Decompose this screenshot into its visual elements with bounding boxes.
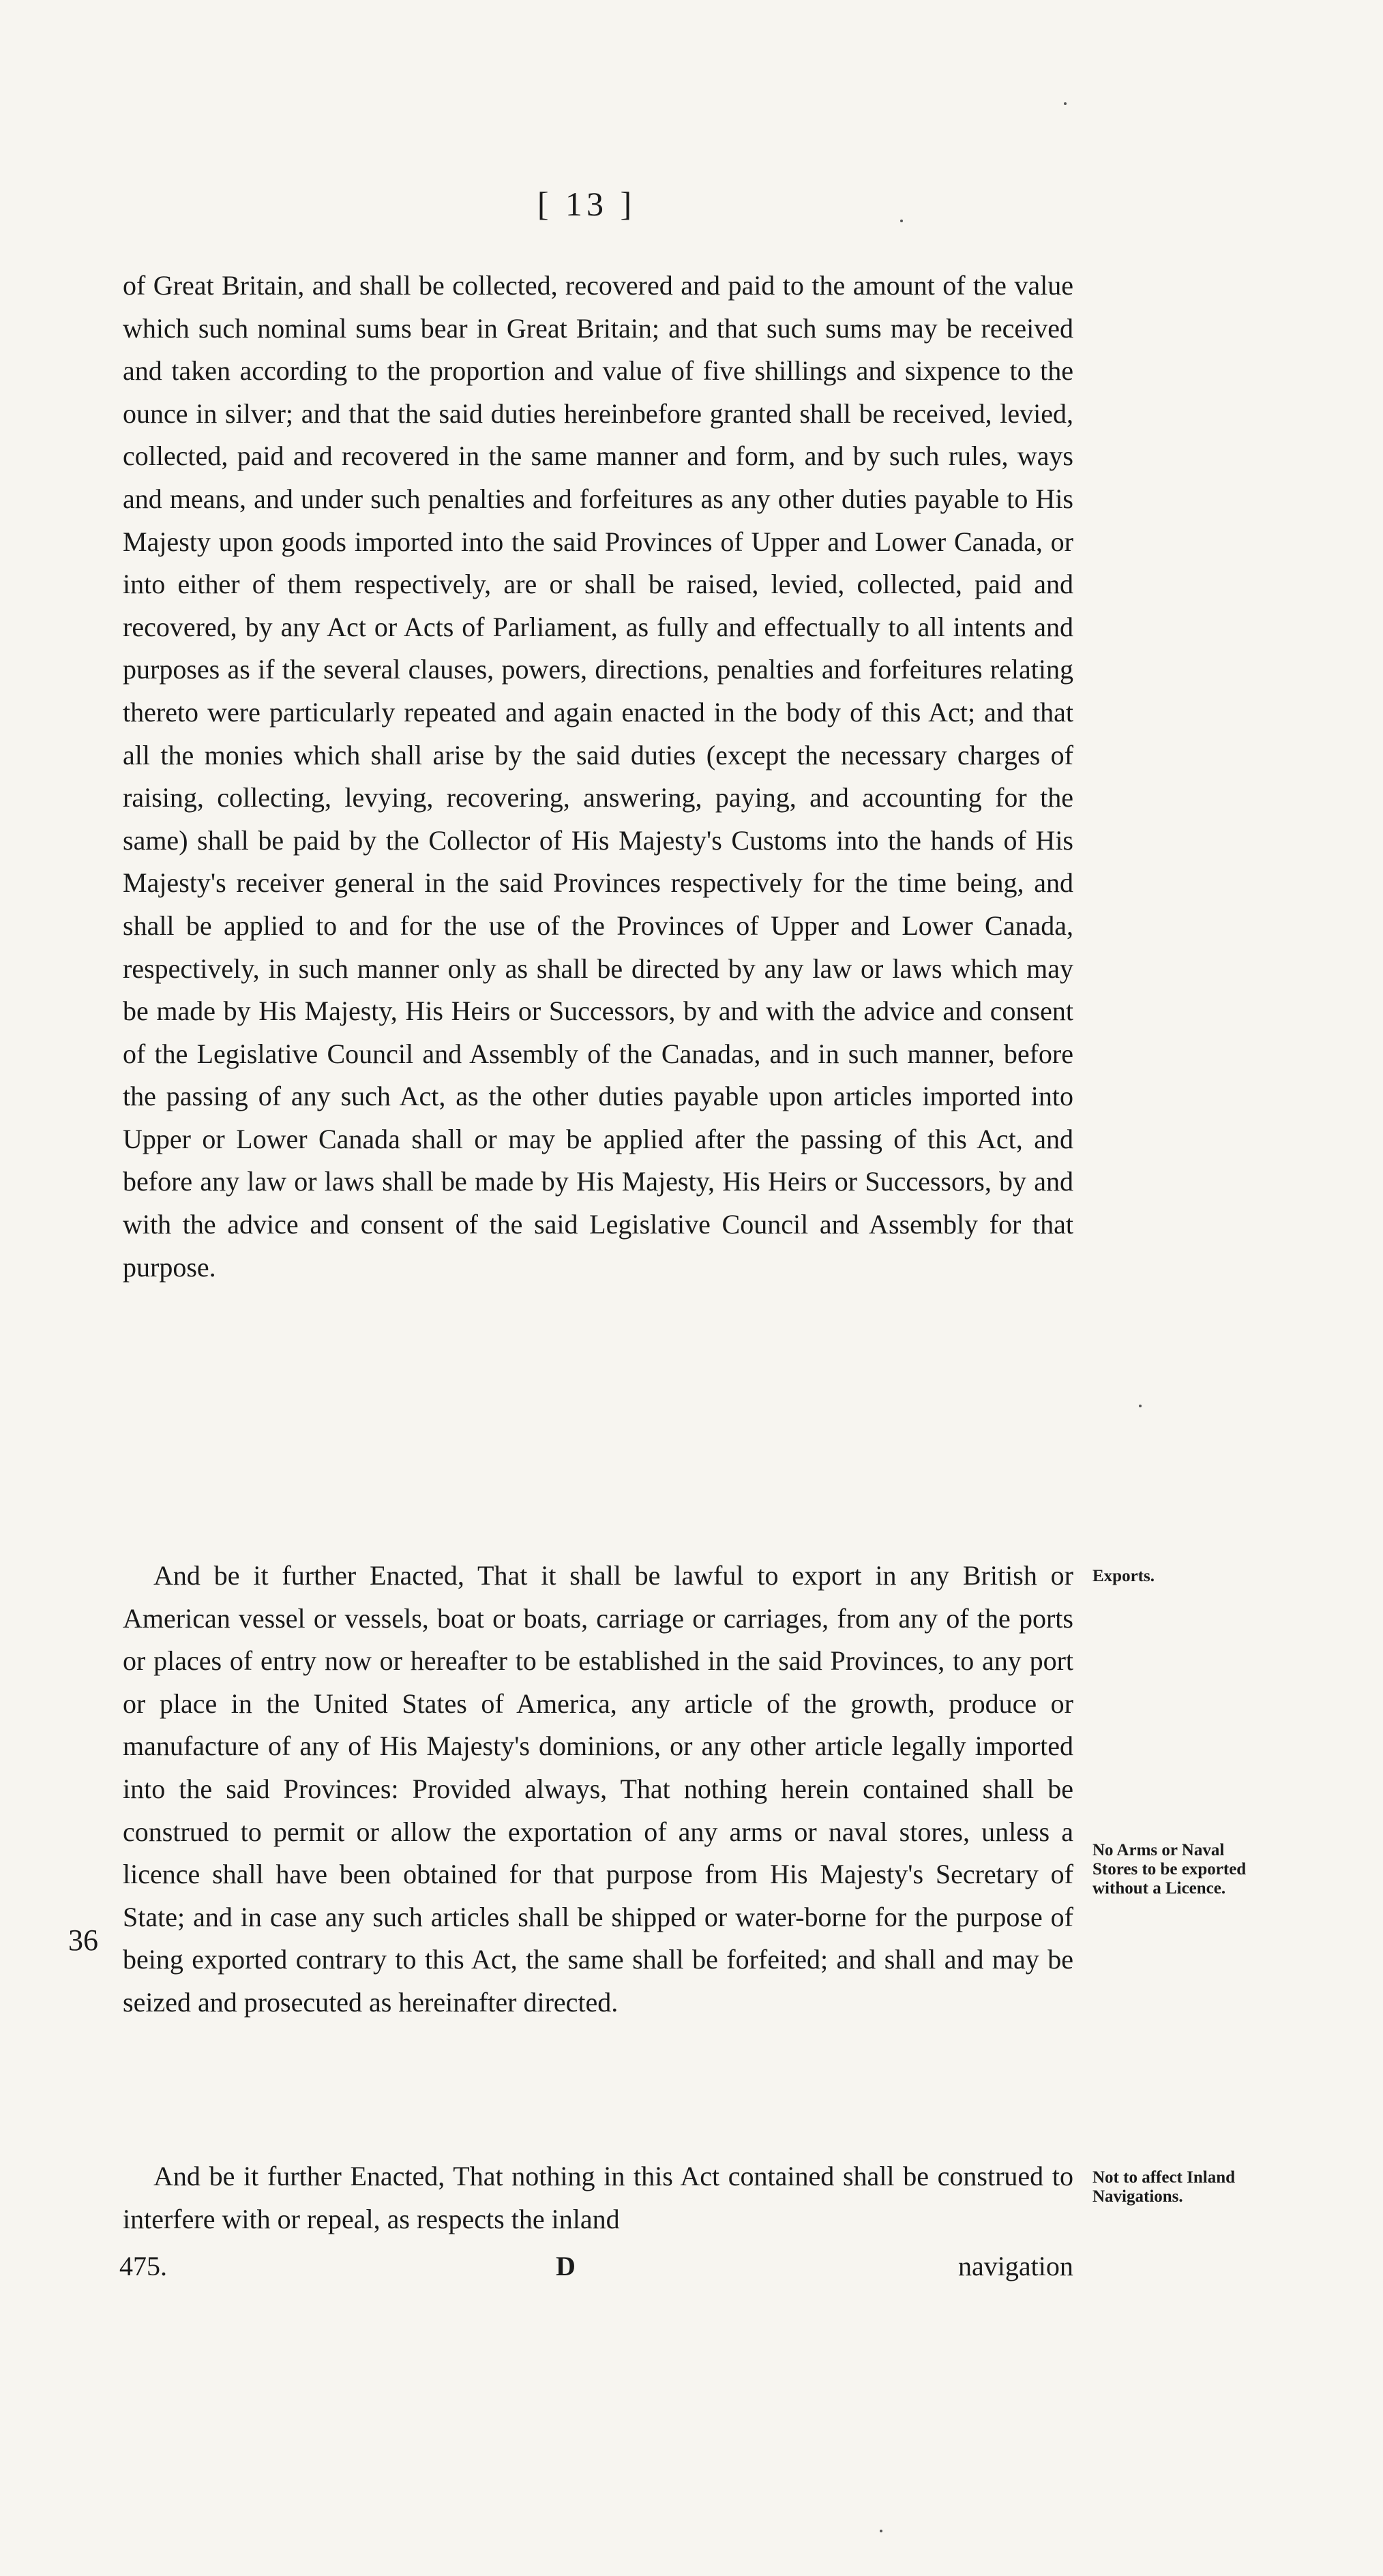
paragraph-text: And be it further Enacted, That it shall be lawful to export in any British or American vessel or vessels, boat or boats, carriage or carriages, from any of the ports or places of entry now or hereafter to be established in the said Provinces, to any port or place in the United States of America, any article of the growth, produce or manufacture of any of His Majesty's dominions, or any other article legally imported into the said Provinces: Provided always, That nothing herein contained shall be construed to permit or allow the exportation of any arms or naval stores, unless a licence shall have been obtained for that purpose from His Majesty's Secretary of State; and in case any such articles shall be shipped or water-borne for the purpose of being exported contrary to this Act, the same shall be forfeited; and shall and may be seized and prosecuted as hereinafter directed. xyxy=(123,1560,1073,2018)
paper-speck xyxy=(900,220,903,222)
paper-speck xyxy=(1139,1405,1142,1407)
paragraph-duties-collection xyxy=(123,265,1073,1289)
paragraph-text: of Great Britain, and shall be collected, recovered and paid to the amount of the value which such nominal sums bear in Great Britain; and that such sums may be received and taken according to the proportion and value of five shillings and sixpence to the ounce in silver; and that the said duties hereinbefore granted shall be received, levied, collected, paid and recovered in the same manner and form, and by such rules, ways and means, and under such penalties and forfeitures as any other duties payable to His Majesty upon goods imported into the said Provinces of Upper and Lower Canada, or into either of them respectively, are or shall be raised, levied, collected, paid and recovered, by any Act or Acts of Parliament, as fully and effectually to all intents and purposes as if the several clauses, powers, directions, penalties and forfeitures relating thereto were particularly repeated and again enacted in the body of this Act; and that all the monies which shall arise by the said duties (except the necessary charges of raising, collecting, levying, recovering, answering, paying, and accounting for the same) shall be paid by the Collector of His Majesty's Customs into the hands of His Majesty's receiver general in the said Provinces respectively for the time being, and shall be applied to and for the use of the Provinces of Upper and Lower Canada, respectively, in such manner only as shall be directed by any law or laws which may be made by His Majesty, His Heirs or Successors, by and with the advice and consent of the Legislative Council and Assembly of the Canadas, and in such manner, before the passing of any such Act, as the other duties payable upon articles imported into Upper or Lower Canada shall or may be applied after the passing of this Act, and before any law or laws shall be made by His Majesty, His Heirs or Successors, by and with the advice and consent of the said Legislative Council and Assembly for that purpose. xyxy=(123,270,1073,1283)
signature-mark: 475. xyxy=(119,2251,167,2281)
paper-speck xyxy=(880,2530,882,2532)
margin-note-arms: No Arms or Naval Stores to be exported without a Licence. xyxy=(1092,1841,1247,1898)
paragraph-exports xyxy=(123,1555,1073,2024)
margin-note-exports: Exports. xyxy=(1092,1567,1155,1585)
paragraph-text: And be it further Enacted, That nothing in this Act contained shall be construed to interfere with or repeal, as respects the inland xyxy=(123,2161,1073,2234)
signature-letter: D xyxy=(556,2251,576,2281)
paper-speck xyxy=(1064,102,1067,105)
margin-note-inland: Not to affect Inland Navigations. xyxy=(1092,2168,1236,2206)
paragraph-inland-navigation xyxy=(123,2155,1073,2241)
catchword: navigation xyxy=(958,2251,1073,2281)
page-number: [ 13 ] xyxy=(537,185,636,223)
handwritten-number: 36 xyxy=(68,1923,98,1957)
